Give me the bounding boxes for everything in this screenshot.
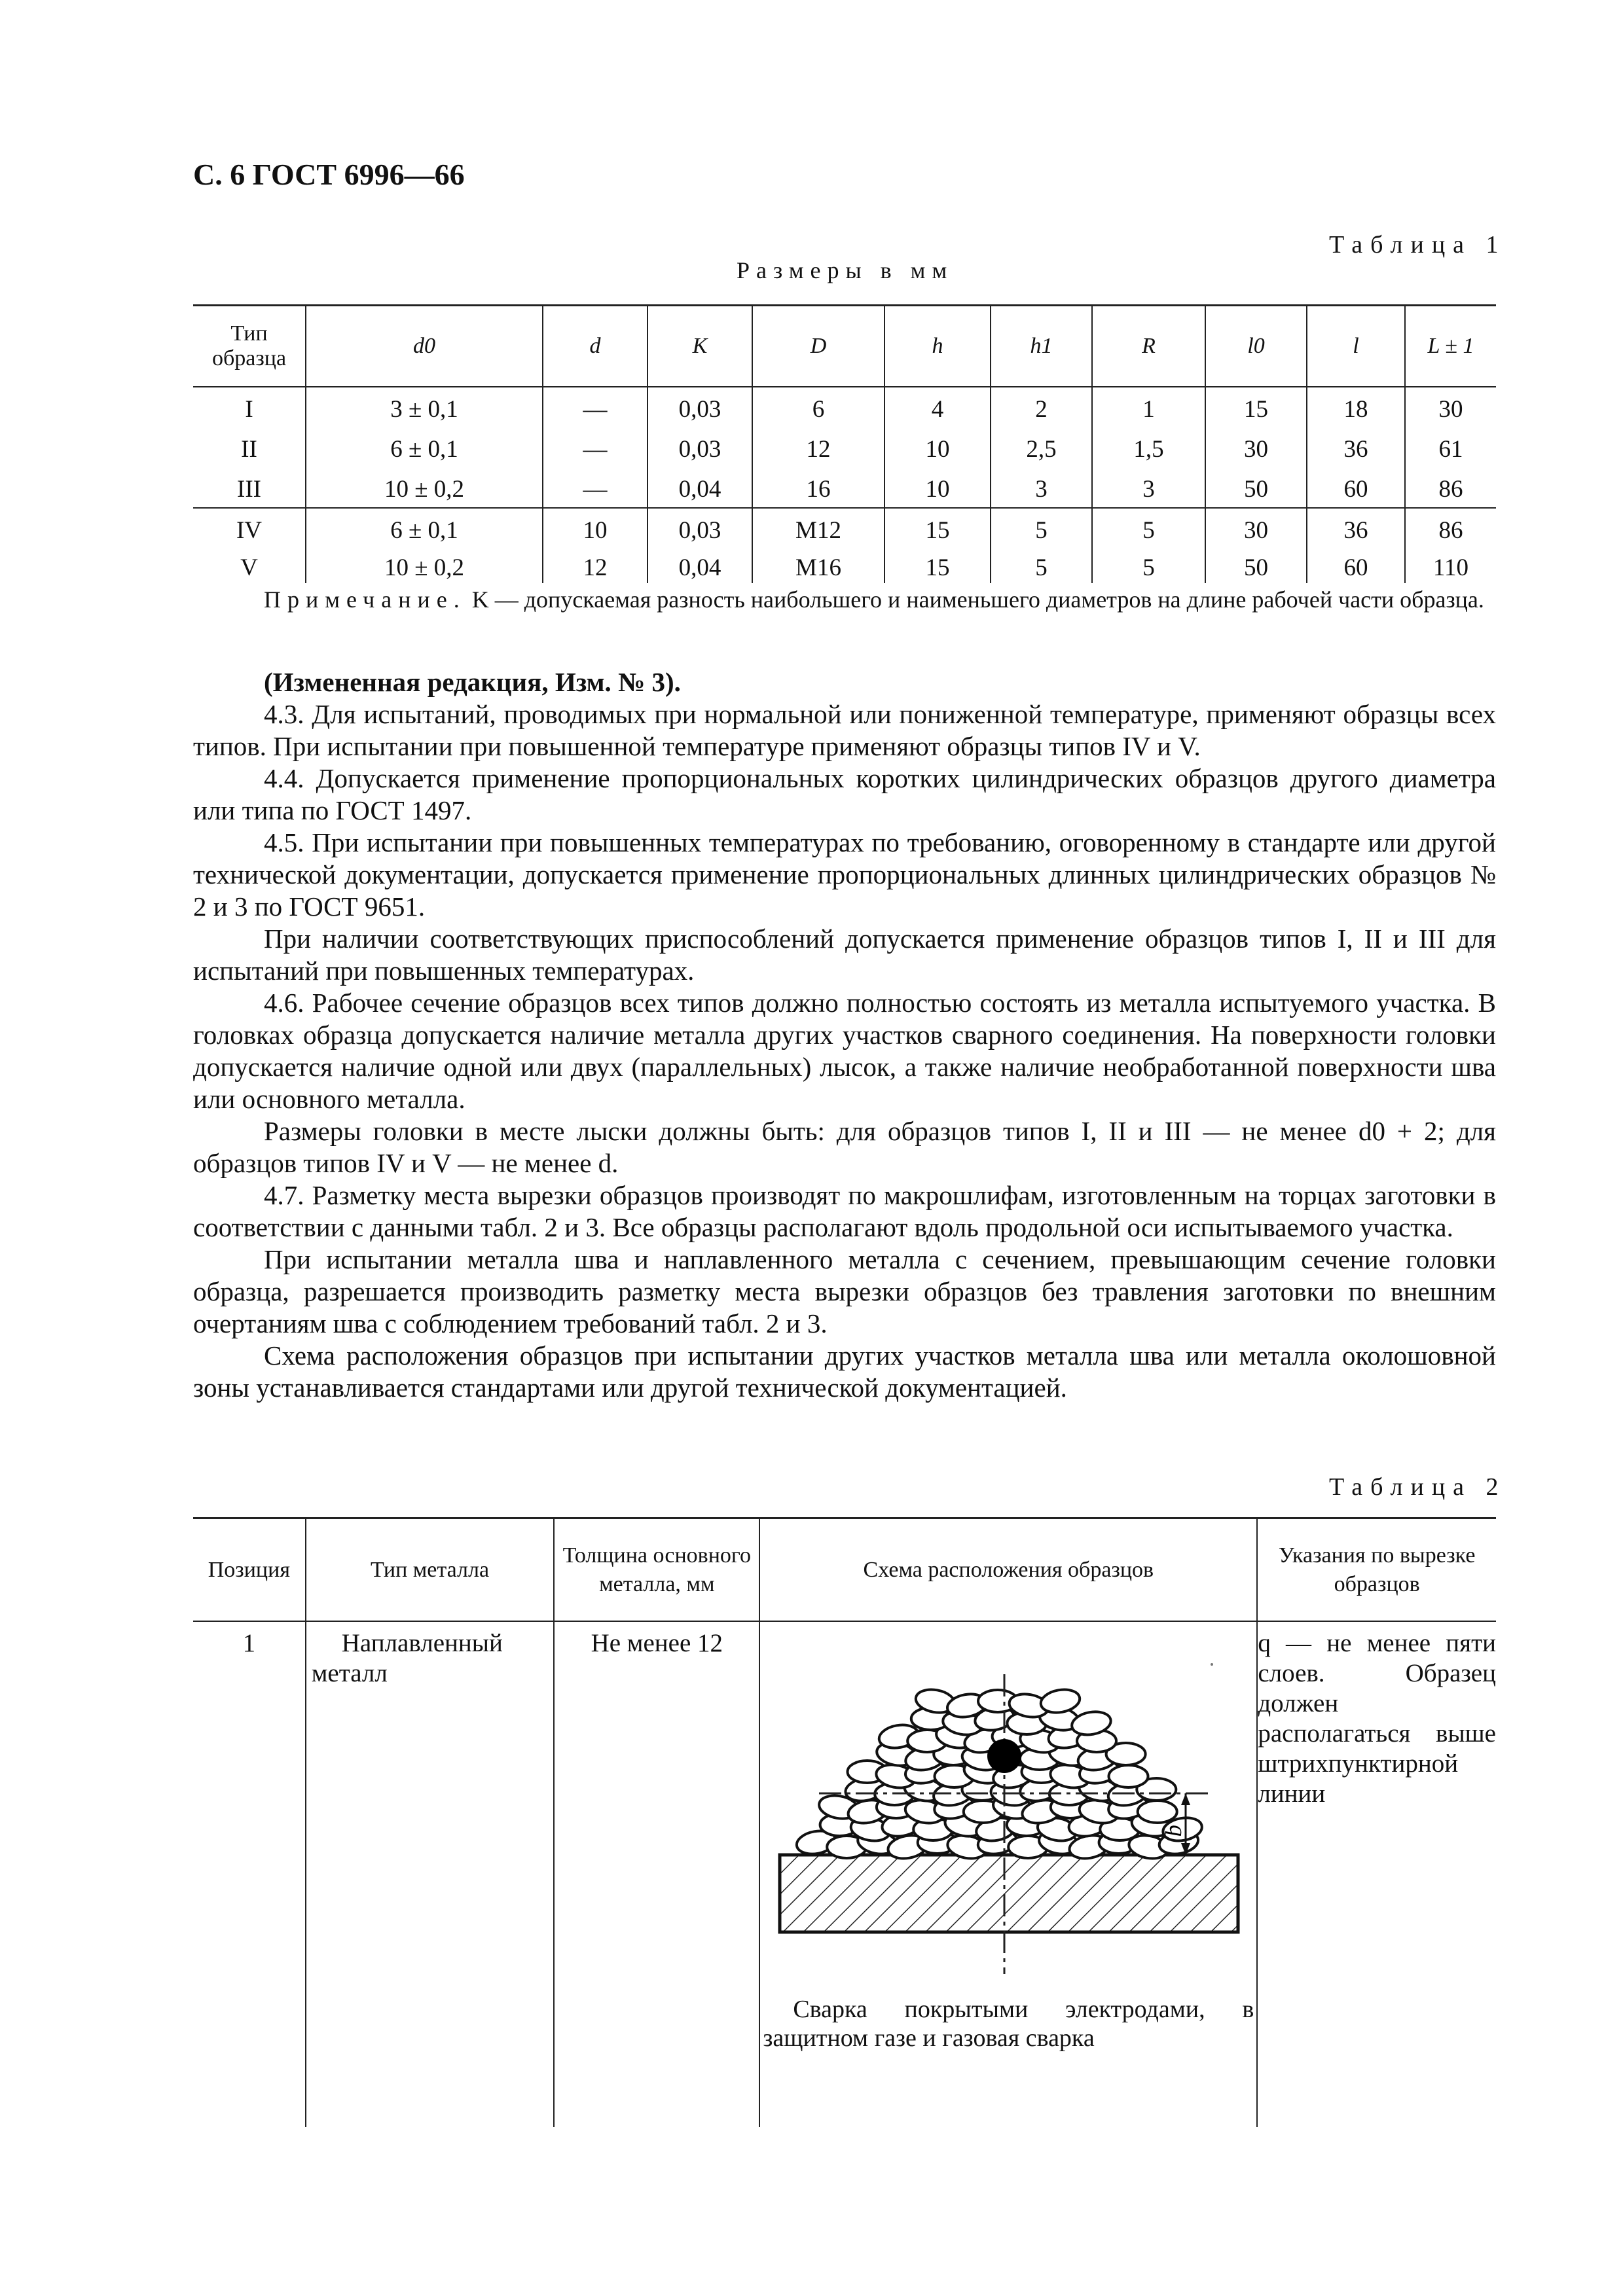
table1-row xyxy=(193,387,1496,427)
para-4-3: 4.3. Для испытаний, проводимых при нормальной или пониженной температуре, применяют образцы всех типов. При испытании при повышенной температуре применяют образцы типов IV и V. xyxy=(193,699,1496,761)
table1-cell: 60 xyxy=(1307,546,1405,583)
t2-instructions: q — не менее пяти слоев. Образец должен располагаться выше штрихпунктирной линии xyxy=(1257,1621,1496,2127)
table1-cell: М16 xyxy=(752,546,884,583)
th-r: R xyxy=(1092,306,1205,387)
th2-metal: Тип металла xyxy=(306,1518,555,1622)
table1-cell: 1 xyxy=(1092,387,1205,427)
table1-note xyxy=(193,584,1496,615)
th-l0: l0 xyxy=(1205,306,1307,387)
table1-cell: 30 xyxy=(1205,427,1307,467)
main-text xyxy=(193,666,1496,1404)
note-text: K — допускаемая разность наибольшего и наименьшего диаметров на длине рабочей части образца. xyxy=(471,586,1484,613)
table1-cell: 10 xyxy=(884,427,991,467)
table1-cell: 15 xyxy=(884,508,991,546)
t2-position: 1 xyxy=(242,1629,256,1657)
note-label: Примечание. xyxy=(264,586,466,613)
table1-cell: 3 xyxy=(1092,467,1205,508)
table1-cell: 5 xyxy=(991,546,1092,583)
base-metal-plate xyxy=(780,1855,1238,1932)
table1-cell: — xyxy=(543,387,647,427)
scheme-caption: Сварка покрытыми электродами, в защитном газе и газовая сварка xyxy=(763,1996,1254,2052)
table1-cell: 6 ± 0,1 xyxy=(306,427,543,467)
table1-cell: 6 ± 0,1 xyxy=(306,508,543,546)
table1-cell: 5 xyxy=(1092,546,1205,583)
table1-cell: 18 xyxy=(1307,387,1405,427)
table1-cell: 0,04 xyxy=(647,546,752,583)
table1-cell: 86 xyxy=(1405,508,1496,546)
table1-cell: 15 xyxy=(884,546,991,583)
table1-cell: — xyxy=(543,427,647,467)
th-k: K xyxy=(647,306,752,387)
th2-instructions: Указания по вырезке образцов xyxy=(1257,1518,1496,1622)
table1-cell: 2 xyxy=(991,387,1092,427)
table1-row xyxy=(193,467,1496,508)
table1-cell: М12 xyxy=(752,508,884,546)
table1-cell: III xyxy=(237,476,261,503)
table1-cell: 10 xyxy=(884,467,991,508)
para-4-6: 4.6. Рабочее сечение образцов всех типов должно полностью состоять из металла испытуемого участка. В головках образца допускается наличие металла других участков сварного соединения. На поверхности головки допускается наличие одной или двух (параллельных) лысок, а также наличие необработанной поверхности шва или основного металла. xyxy=(193,988,1496,1114)
table1-cell: 30 xyxy=(1205,508,1307,546)
table1-cell: II xyxy=(241,436,257,463)
table2-header-row xyxy=(193,1518,1496,1622)
table1-cell: V xyxy=(240,554,258,581)
th-d0: d0 xyxy=(306,306,543,387)
th-dd: D xyxy=(752,306,884,387)
table1-cell: 50 xyxy=(1205,467,1307,508)
table1-cell: 30 xyxy=(1405,387,1496,427)
table1-row xyxy=(193,508,1496,546)
th-type: Тип образца xyxy=(211,321,287,370)
para-4-5: 4.5. При испытании при повышенных температурах по требованию, оговоренному в стандарте или другой технической документации, допускается применение пропорциональных длинных цилиндрических образцов № 2 и 3 по ГОСТ 9651. xyxy=(193,827,1496,922)
table-2 xyxy=(193,1517,1496,2127)
table1-cell: 0,03 xyxy=(647,387,752,427)
table1-cell: 0,04 xyxy=(647,467,752,508)
table1-cell: 110 xyxy=(1405,546,1496,583)
para-4-4: 4.4. Допускается применение пропорциональных коротких цилиндрических образцов другого диаметра или типа по ГОСТ 1497. xyxy=(193,763,1496,825)
weld-scheme-diagram xyxy=(760,1628,1256,1995)
table1-cell: 10 ± 0,2 xyxy=(306,546,543,583)
th2-position: Позиция xyxy=(208,1557,290,1582)
page-header: С. 6 ГОСТ 6996—66 xyxy=(193,158,465,191)
table1-cell: 3 xyxy=(991,467,1092,508)
table1-cell: 5 xyxy=(1092,508,1205,546)
weld-bead xyxy=(1109,1765,1148,1787)
table1-cell: 86 xyxy=(1405,467,1496,508)
t2-metal: Наплавленный металл xyxy=(306,1621,555,2127)
weld-bead xyxy=(1039,1687,1082,1715)
weld-bead xyxy=(1138,1801,1177,1823)
table1-cell: — xyxy=(543,467,647,508)
t2-thickness: Не менее 12 xyxy=(554,1621,759,2127)
table1-header-row xyxy=(193,306,1496,387)
table1-row xyxy=(193,427,1496,467)
para-4-5-b: При наличии соответствующих приспособлений допускается применение образцов типов I, II и III для испытаний при повышенных температурах. xyxy=(193,924,1496,986)
table1-cell: 0,03 xyxy=(647,427,752,467)
table1-cell: 3 ± 0,1 xyxy=(306,387,543,427)
table1-cell: 0,03 xyxy=(647,508,752,546)
para-4-7-b: При испытании металла шва и наплавленного металла с сечением, превышающим сечение головки образца, разрешается производить разметку места вырезки образцов без травления заготовки по внешним очертаниям шва с соблюдением требований табл. 2 и 3. xyxy=(193,1244,1496,1338)
table1-cell: 61 xyxy=(1405,427,1496,467)
weld-beads xyxy=(795,1687,1204,1861)
th2-scheme: Схема расположения образцов xyxy=(759,1518,1257,1622)
table1-cell: 50 xyxy=(1205,546,1307,583)
table1-cell: 6 xyxy=(752,387,884,427)
table1-cell: 12 xyxy=(752,427,884,467)
th-h1: h1 xyxy=(991,306,1092,387)
table1-cell: 16 xyxy=(752,467,884,508)
table1-cell: 1,5 xyxy=(1092,427,1205,467)
table1-cell: 36 xyxy=(1307,508,1405,546)
th-d: d xyxy=(543,306,647,387)
table2-row xyxy=(193,1621,1496,2127)
table1-cell: 36 xyxy=(1307,427,1405,467)
table1-cell: IV xyxy=(236,517,263,544)
para-4-7: 4.7. Разметку места вырезки образцов производят по макрошлифам, изготовленным на торцах заготовки в соответствии с данными табл. 2 и 3. Все образцы располагают вдоль продольной оси испытываемого участка. xyxy=(193,1180,1496,1242)
th-ll: L ± 1 xyxy=(1405,306,1496,387)
table1-cell: 5 xyxy=(991,508,1092,546)
table1-cell: 60 xyxy=(1307,467,1405,508)
para-4-6-b: Размеры головки в месте лыски должны быть: для образцов типов I, II и III — не менее d0 + 2; для образцов типов IV и V — не менее d. xyxy=(193,1116,1496,1178)
table1-cell: 15 xyxy=(1205,387,1307,427)
table1-caption: Таблица 1 xyxy=(1329,231,1506,259)
table1-units: Размеры в мм xyxy=(737,257,954,283)
amendment: (Измененная редакция, Изм. № 3). xyxy=(264,667,681,697)
t2-scheme-cell xyxy=(759,1621,1257,2127)
table-1 xyxy=(193,304,1496,583)
th-h: h xyxy=(884,306,991,387)
q-label: q xyxy=(1165,1825,1192,1837)
table2-caption: Таблица 2 xyxy=(1329,1473,1506,1501)
para-4-7-c: Схема расположения образцов при испытании других участков металла шва или металла околошовной зоны устанавливается стандартами или другой технической документацией. xyxy=(193,1340,1496,1403)
table1-cell: 10 xyxy=(543,508,647,546)
th2-thickness: Толщина основного металла, мм xyxy=(554,1518,759,1622)
table1-cell: 4 xyxy=(884,387,991,427)
table1-row xyxy=(193,546,1496,583)
table1-cell: I xyxy=(245,396,253,423)
th-l: l xyxy=(1307,306,1405,387)
table1-cell: 2,5 xyxy=(991,427,1092,467)
table1-cell: 12 xyxy=(543,546,647,583)
table1-cell: 10 ± 0,2 xyxy=(306,467,543,508)
specimen-marker xyxy=(987,1739,1021,1773)
